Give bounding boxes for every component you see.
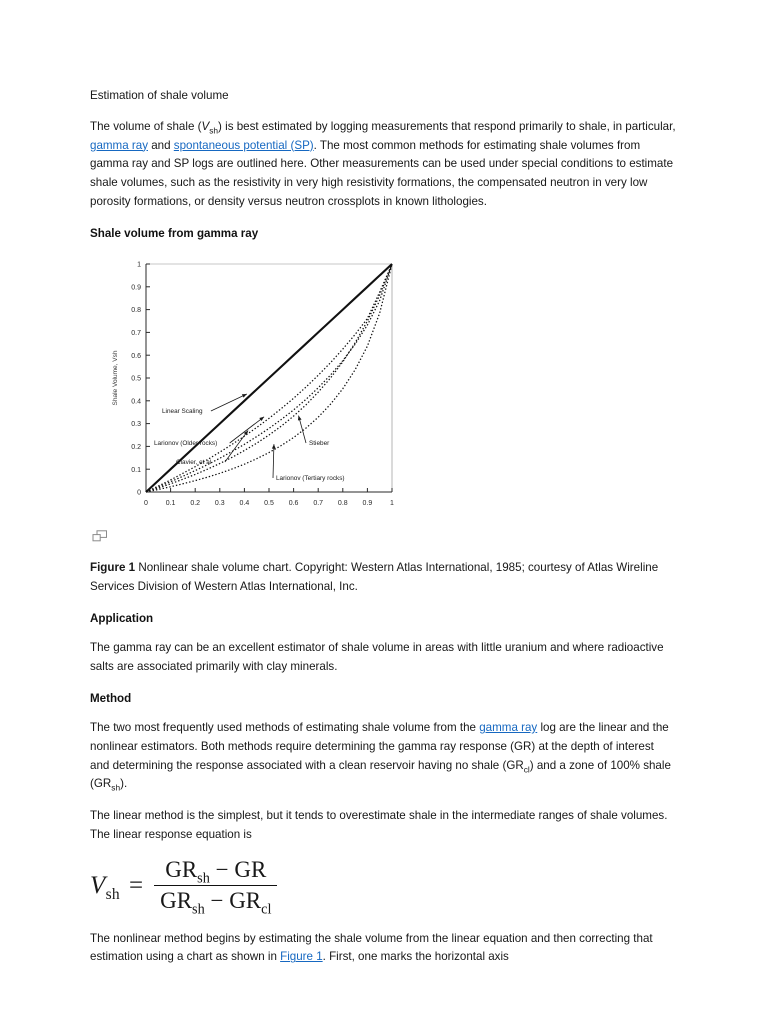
figure-caption <box>90 559 676 597</box>
svg-text:0.1: 0.1 <box>131 466 141 474</box>
intro-text-3: and <box>148 138 174 152</box>
gr-sh-subscript: sh <box>111 782 121 793</box>
equation-lhs-var: V <box>90 871 106 899</box>
equation-lhs <box>90 871 120 903</box>
svg-text:Stieber: Stieber <box>309 440 330 448</box>
link-figure-1[interactable]: Figure 1 <box>280 950 323 964</box>
link-gamma-ray-1[interactable]: gamma ray <box>90 138 148 152</box>
numerator-minus: − <box>215 857 229 883</box>
numerator-gr-sh-sub: sh <box>197 870 210 887</box>
svg-text:0.5: 0.5 <box>264 500 274 508</box>
equation-lhs-sub: sh <box>105 885 120 903</box>
paragraph-method <box>90 719 676 794</box>
denominator-minus: − <box>210 888 224 914</box>
svg-text:0.4: 0.4 <box>239 500 250 508</box>
denominator-gr-sh-sub: sh <box>192 901 205 918</box>
paragraph-nonlinear-method <box>90 930 676 968</box>
svg-text:0.4: 0.4 <box>131 398 141 406</box>
svg-text:0.6: 0.6 <box>131 352 141 360</box>
figure-1 <box>90 254 676 597</box>
equation-fraction <box>154 857 277 918</box>
chart-svg <box>104 254 400 526</box>
intro-text-4: . The most common methods for estimating shale volumes from gamma ray and SP logs are outlined here. Other measurements can be used under special conditions to estimate shale volumes, such as the resistivity in very high resistivity formations, the compensated neutron in very low porosity formations, or density versus neutron crossplots in known lithologies. <box>90 138 674 208</box>
svg-text:1: 1 <box>390 500 394 508</box>
heading-shale-volume-from-gamma-ray: Shale volume from gamma ray <box>90 226 259 240</box>
paragraph-linear-method: The linear method is the simplest, but it tends to overestimate shale in the intermediate ranges of shale volumes. The linear response equation is <box>90 809 668 841</box>
vsh-variable: V <box>201 119 210 133</box>
svg-text:0.3: 0.3 <box>214 500 225 508</box>
svg-text:0.8: 0.8 <box>337 500 348 508</box>
numerator-gr: GR <box>234 857 267 883</box>
heading-method: Method <box>90 691 132 705</box>
svg-text:0: 0 <box>137 489 141 497</box>
svg-text:1: 1 <box>137 261 141 269</box>
svg-text:Larionov (Tertiary rocks): Larionov (Tertiary rocks) <box>276 475 345 483</box>
svg-text:0: 0 <box>144 500 148 508</box>
svg-text:Linear Scaling: Linear Scaling <box>162 408 203 416</box>
denominator-gr-cl-sub: cl <box>261 901 272 918</box>
link-gamma-ray-2[interactable]: gamma ray <box>479 721 538 734</box>
svg-text:Larionov (Older rocks): Larionov (Older rocks) <box>154 440 218 448</box>
svg-text:0.7: 0.7 <box>313 500 324 508</box>
denominator-gr-sh: GR <box>160 888 193 914</box>
numerator-gr-sh: GR <box>165 857 198 883</box>
svg-text:0.8: 0.8 <box>131 307 141 315</box>
expand-restore-icon-glyph <box>92 530 108 543</box>
svg-text:0.5: 0.5 <box>131 375 141 383</box>
gr-cl-subscript: cl <box>523 763 530 774</box>
svg-text:0.1: 0.1 <box>165 500 176 508</box>
equation-equals: = <box>128 871 144 899</box>
svg-text:0.2: 0.2 <box>131 444 141 452</box>
method-text-3: ) and a zone of 100% shale (GR <box>90 758 671 791</box>
nonlinear-text-2: . First, one marks the horizontal axis <box>322 950 509 964</box>
method-text-1: The two most frequently used methods of estimating shale volume from the <box>90 721 480 734</box>
intro-text-1: The volume of shale ( <box>90 119 202 133</box>
method-text-2: log are the linear and the nonlinear estimators. Both methods require determining the gamma ray response (GR) at the depth of interest and determining the response associated with a clean reservoir having no shale (GR <box>90 721 669 772</box>
denominator-gr-cl: GR <box>229 888 262 914</box>
svg-text:0.9: 0.9 <box>362 500 373 508</box>
vsh-subscript: sh <box>209 125 219 136</box>
svg-text:0.2: 0.2 <box>190 500 201 508</box>
link-spontaneous-potential[interactable]: spontaneous potential (SP) <box>173 138 314 152</box>
linear-response-equation <box>90 857 676 918</box>
svg-text:0.6: 0.6 <box>288 500 299 508</box>
equation-numerator <box>159 857 272 885</box>
equation-denominator <box>154 885 277 918</box>
svg-text:0.9: 0.9 <box>131 284 141 292</box>
heading-application: Application <box>90 611 154 625</box>
figure-caption-label: Figure 1 <box>90 561 136 575</box>
paragraph-application: The gamma ray can be an excellent estimator of shale volume in areas with little uranium and where radioactive salts are associated primarily with clay minerals. <box>90 641 664 673</box>
method-text-4: ). <box>120 777 128 791</box>
intro-text-2: ) is best estimated by logging measurements that respond primarily to shale, in particular, <box>218 119 676 133</box>
page-title: Estimation of shale volume <box>90 89 229 102</box>
nonlinear-shale-volume-chart <box>104 254 400 526</box>
svg-text:Shale Volume, Vsh: Shale Volume, Vsh <box>112 350 119 406</box>
figure-caption-text: Nonlinear shale volume chart. Copyright: Western Atlas International, 1985; courtesy of Atlas Wireline Services Division of Western Atlas International, Inc. <box>90 561 659 593</box>
document-content <box>90 88 676 980</box>
svg-text:Clavier, et al: Clavier, et al <box>176 459 212 467</box>
nonlinear-text-1: The nonlinear method begins by estimating the shale volume from the linear equation and then correcting that estimation using a chart as shown in <box>90 931 653 964</box>
svg-text:0.3: 0.3 <box>131 421 141 429</box>
svg-text:0.7: 0.7 <box>131 330 141 338</box>
expand-restore-icon[interactable] <box>92 530 108 543</box>
paragraph-intro <box>90 118 676 212</box>
